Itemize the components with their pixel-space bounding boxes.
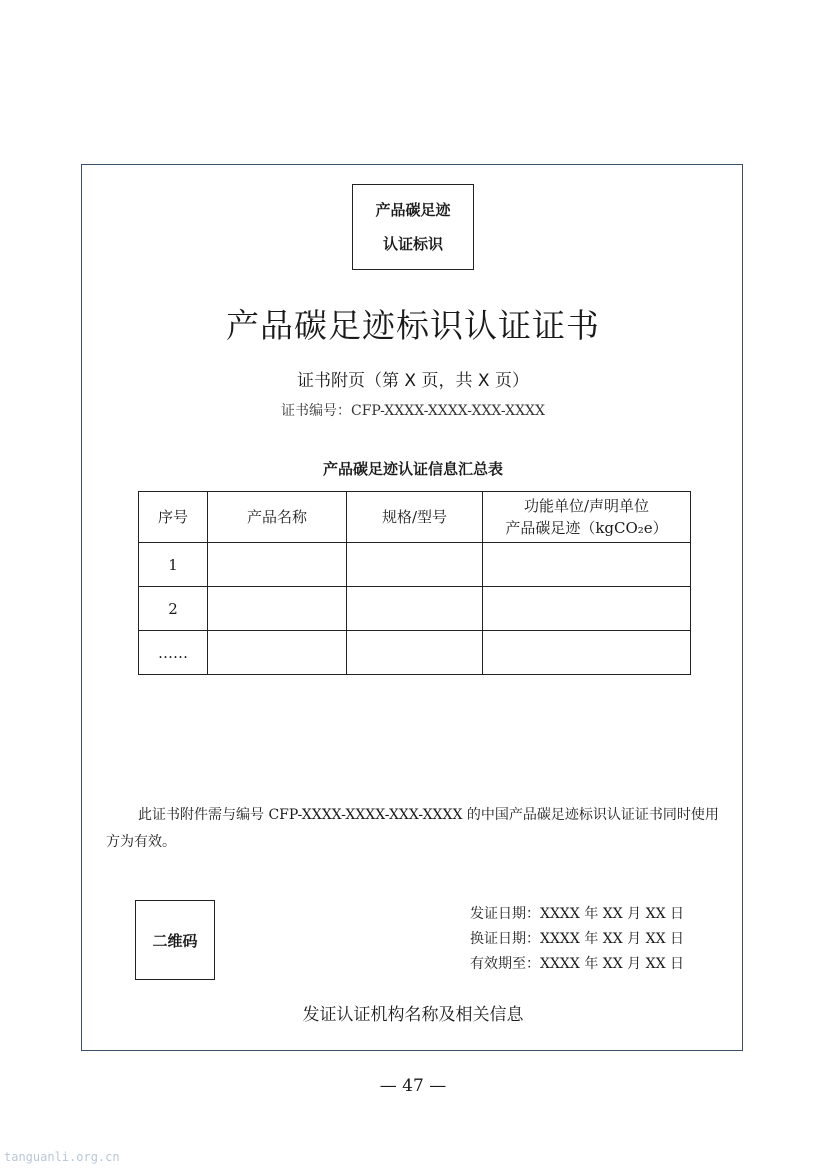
valid-until-date: 有效期至：XXXX 年 XX 月 XX 日 — [470, 956, 684, 972]
row-product-name — [208, 631, 347, 675]
row-spec-model — [347, 631, 483, 675]
table-row — [139, 587, 691, 631]
header-functional-unit: 功能单位/声明单位 — [523, 497, 650, 515]
header-product-name: 产品名称 — [208, 492, 347, 543]
header-spec-model: 规格/型号 — [347, 492, 483, 543]
row-index: 2 — [139, 587, 208, 631]
header-carbon-footprint — [483, 492, 691, 543]
logo-line-1: 产品碳足迹 — [375, 201, 451, 219]
renewal-date: 换证日期：XXXX 年 XX 月 XX 日 — [470, 931, 684, 947]
table-row — [139, 543, 691, 587]
row-carbon-footprint — [483, 543, 691, 587]
qr-code-placeholder — [135, 900, 215, 980]
certification-logo-placeholder — [352, 184, 474, 270]
appendix-page-info: 证书附页（第 X 页，共 X 页） — [297, 371, 529, 391]
certificate-title: 产品碳足迹标识认证证书 — [226, 306, 600, 345]
date-block — [470, 902, 730, 977]
row-carbon-footprint — [483, 631, 691, 675]
page-number: — 47 — — [379, 1076, 447, 1096]
issuing-body-info: 发证认证机构名称及相关信息 — [302, 1005, 524, 1025]
certificate-number: 证书编号：CFP-XXXX-XXXX-XXX-XXXX — [280, 403, 545, 419]
table-header-row — [139, 492, 691, 543]
row-product-name — [208, 587, 347, 631]
row-index: …… — [139, 631, 208, 675]
summary-table — [138, 491, 691, 675]
row-product-name — [208, 543, 347, 587]
row-index: 1 — [139, 543, 208, 587]
header-index: 序号 — [139, 492, 208, 543]
table-row — [139, 631, 691, 675]
logo-line-2: 认证标识 — [382, 235, 443, 253]
qr-code-label: 二维码 — [152, 931, 198, 950]
validity-note: 此证书附件需与编号 CFP-XXXX-XXXX-XXX-XXXX 的中国产品碳足迹标识认证证书同时使用方为有效。 — [106, 807, 719, 850]
summary-table-title: 产品碳足迹认证信息汇总表 — [322, 460, 503, 478]
issue-date: 发证日期：XXXX 年 XX 月 XX 日 — [470, 906, 684, 922]
site-watermark: tanguanli.org.cn — [4, 1150, 120, 1164]
row-carbon-footprint — [483, 587, 691, 631]
row-spec-model — [347, 587, 483, 631]
row-spec-model — [347, 543, 483, 587]
header-footprint-unit: 产品碳足迹（kgCO₂e） — [505, 519, 668, 537]
